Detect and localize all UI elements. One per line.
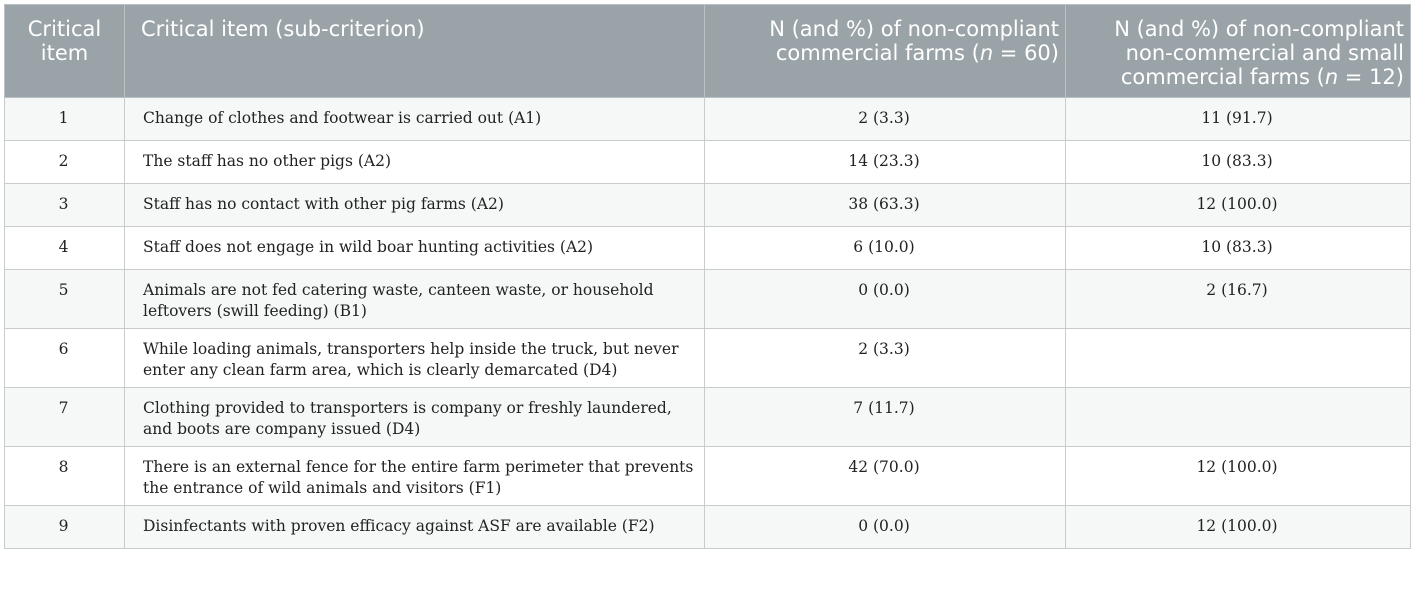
cell-noncommercial: 12 (100.0) xyxy=(1066,447,1411,506)
cell-item: 3 xyxy=(5,184,125,227)
header-noncommercial-farms xyxy=(1066,5,1411,98)
cell-item: 4 xyxy=(5,227,125,270)
header-critical-item-label: Critical item xyxy=(27,17,102,65)
table-row xyxy=(5,141,1411,184)
cell-noncommercial: 12 (100.0) xyxy=(1066,184,1411,227)
table-row xyxy=(5,270,1411,329)
cell-noncommercial: 11 (91.7) xyxy=(1066,98,1411,141)
cell-noncommercial: 2 (16.7) xyxy=(1066,270,1411,329)
cell-noncommercial: 12 (100.0) xyxy=(1066,506,1411,549)
cell-item: 9 xyxy=(5,506,125,549)
table-row xyxy=(5,98,1411,141)
cell-noncommercial: 10 (83.3) xyxy=(1066,227,1411,270)
cell-commercial: 0 (0.0) xyxy=(705,270,1066,329)
cell-criterion: Animals are not fed catering waste, canteen waste, or household leftovers (swill feeding) (B1) xyxy=(125,270,705,329)
cell-item: 2 xyxy=(5,141,125,184)
table-row xyxy=(5,184,1411,227)
cell-commercial: 6 (10.0) xyxy=(705,227,1066,270)
cell-criterion: Disinfectants with proven efficacy against ASF are available (F2) xyxy=(125,506,705,549)
cell-criterion: While loading animals, transporters help inside the truck, but never enter any clean farm area, which is clearly demarcated (D4) xyxy=(125,329,705,388)
cell-noncommercial xyxy=(1066,388,1411,447)
critical-items-table xyxy=(4,4,1411,549)
cell-commercial: 2 (3.3) xyxy=(705,329,1066,388)
table-row xyxy=(5,227,1411,270)
cell-criterion: There is an external fence for the entire farm perimeter that prevents the entrance of wild animals and visitors (F1) xyxy=(125,447,705,506)
table-row xyxy=(5,506,1411,549)
cell-noncommercial xyxy=(1066,329,1411,388)
cell-criterion: Change of clothes and footwear is carried out (A1) xyxy=(125,98,705,141)
cell-item: 8 xyxy=(5,447,125,506)
header-commercial-farms-label: N (and %) of non-compliant commercial farms (n = 60) xyxy=(769,17,1059,65)
header-commercial-farms xyxy=(705,5,1066,98)
header-critical-item xyxy=(5,5,125,98)
cell-criterion: The staff has no other pigs (A2) xyxy=(125,141,705,184)
cell-criterion: Staff does not engage in wild boar hunting activities (A2) xyxy=(125,227,705,270)
cell-criterion: Clothing provided to transporters is company or freshly laundered, and boots are company issued (D4) xyxy=(125,388,705,447)
cell-criterion: Staff has no contact with other pig farms (A2) xyxy=(125,184,705,227)
cell-commercial: 14 (23.3) xyxy=(705,141,1066,184)
table-row xyxy=(5,329,1411,388)
header-sub-criterion-label: Critical item (sub-criterion) xyxy=(141,17,425,41)
cell-item: 7 xyxy=(5,388,125,447)
header-noncommercial-farms-label: N (and %) of non-compliant non-commercial and small commercial farms (n = 12) xyxy=(1114,17,1404,89)
table-header-row xyxy=(5,5,1411,98)
cell-commercial: 38 (63.3) xyxy=(705,184,1066,227)
cell-commercial: 0 (0.0) xyxy=(705,506,1066,549)
cell-commercial: 42 (70.0) xyxy=(705,447,1066,506)
table-row xyxy=(5,447,1411,506)
cell-commercial: 2 (3.3) xyxy=(705,98,1066,141)
cell-commercial: 7 (11.7) xyxy=(705,388,1066,447)
cell-item: 1 xyxy=(5,98,125,141)
cell-item: 5 xyxy=(5,270,125,329)
cell-noncommercial: 10 (83.3) xyxy=(1066,141,1411,184)
cell-item: 6 xyxy=(5,329,125,388)
table-row xyxy=(5,388,1411,447)
data-table-container xyxy=(4,4,1410,549)
header-sub-criterion xyxy=(125,5,705,98)
